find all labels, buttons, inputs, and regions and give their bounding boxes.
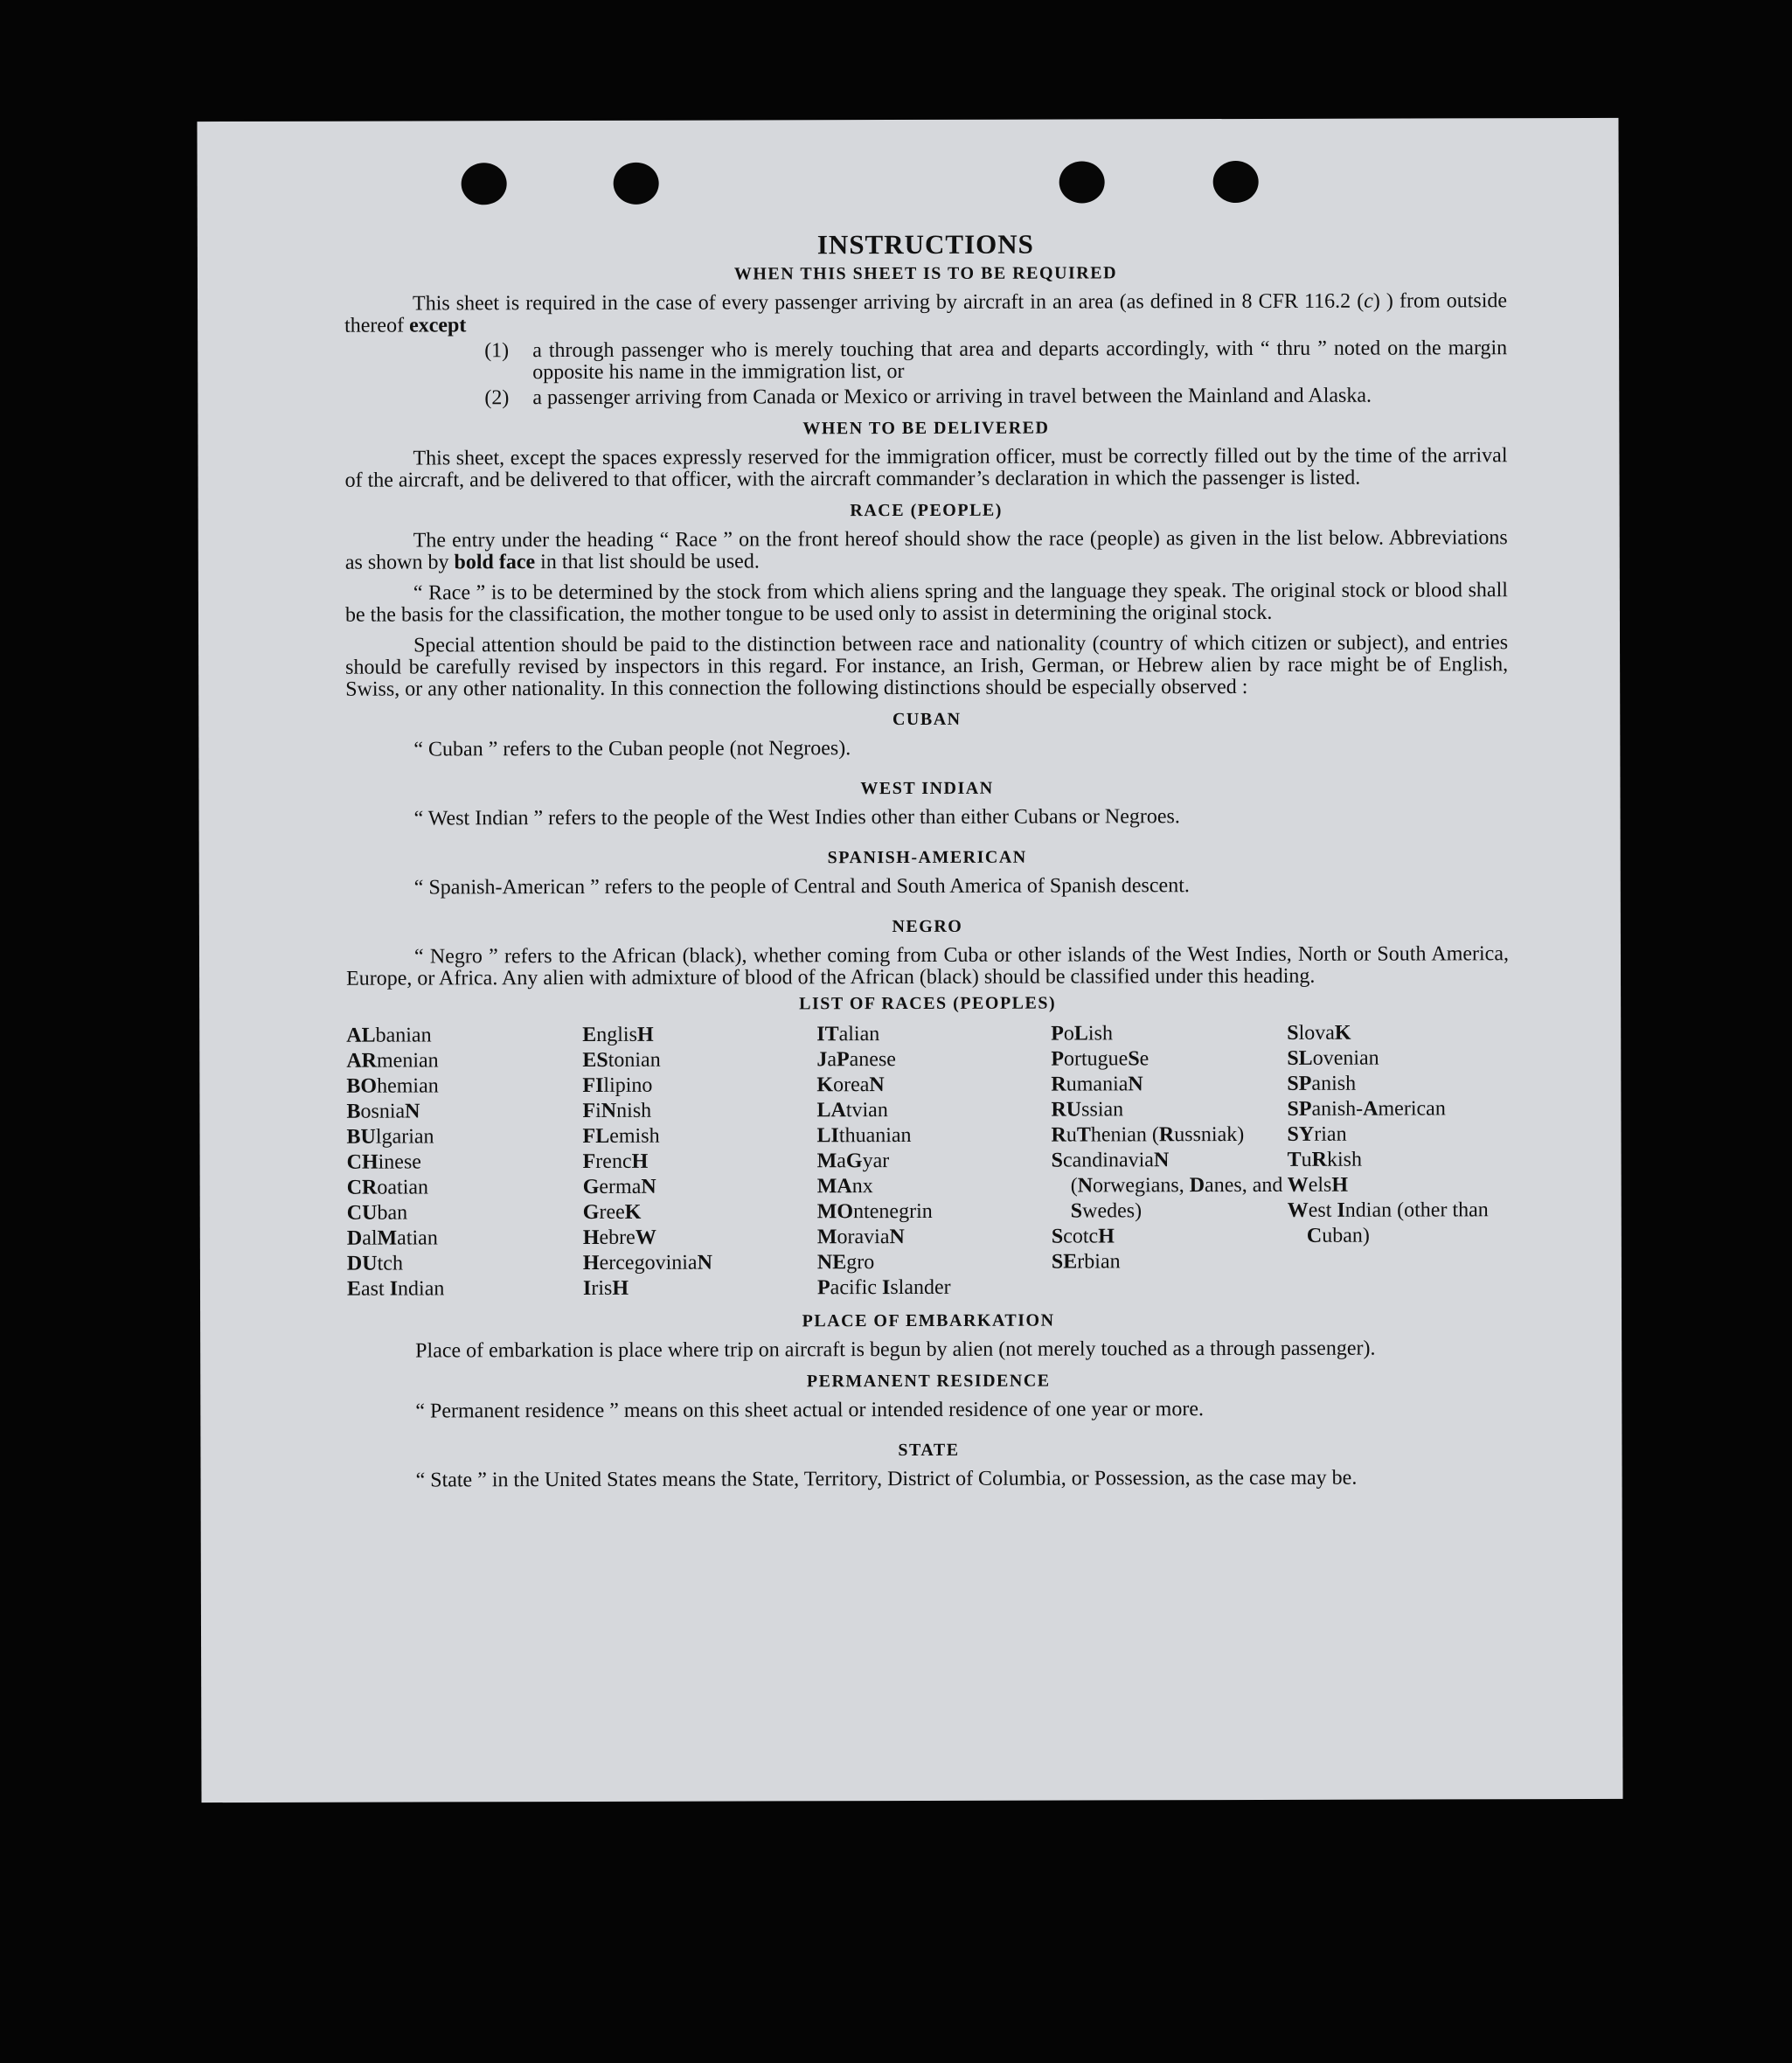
race-entry: East Indian <box>346 1277 445 1301</box>
race-entry: DalMatian <box>346 1226 438 1250</box>
race-entry: FiNnish <box>582 1099 652 1122</box>
page-title: INSTRUCTIONS <box>816 228 1034 260</box>
race-entry: CRoatian <box>346 1176 429 1199</box>
race-entry: SErbian <box>1051 1250 1121 1274</box>
paragraph-negro: “ Negro ” refers to the African (black), whether coming from Cuba or other islands of the West Indies, North or South America, Europe, or Africa. Any alien with admixture of blood of the African (black) should be classified under this heading. <box>346 942 1510 990</box>
item-number: (1) <box>484 339 510 363</box>
section-heading-when-required: WHEN THIS SHEET IS TO BE REQUIRED <box>733 263 1118 284</box>
paragraph-race-2: “ Race ” is to be determined by the stock from which aliens spring and the language they speak. The original stock or blood shall be the basis for the classification, the mother tongue to be used only to assist in determining the original stock. <box>344 579 1508 627</box>
race-entry: EStonian <box>582 1048 661 1072</box>
item-text: a passenger arriving from Canada or Mexico or arriving in travel between the Mainland and Alaska. <box>532 384 1372 410</box>
race-entry: LAtvian <box>816 1099 888 1122</box>
races-column <box>1287 1020 1510 1300</box>
race-entry: RUssian <box>1051 1098 1124 1122</box>
paragraph-race-3: Special attention should be paid to the distinction between race and nationality (country of which citizen or subject), and entries should be carefully revised by inspectors in this regard. For instance, an Irish, German, or Hebrew alien by race might be of English, Swiss, or any other nationality. In this connection the following distinctions should be especially observed : <box>345 631 1509 701</box>
race-entry: GreeK <box>582 1200 642 1224</box>
section-heading-when-delivered: WHEN TO BE DELIVERED <box>802 418 1050 439</box>
section-heading-spanish-american: SPANISH-AMERICAN <box>827 847 1027 868</box>
race-entry: IrisH <box>582 1276 629 1300</box>
race-entry: MaGyar <box>816 1150 890 1173</box>
races-column <box>816 1022 1052 1302</box>
races-column <box>346 1023 583 1302</box>
race-entry: ARmenian <box>346 1049 439 1073</box>
races-column <box>582 1022 817 1302</box>
race-entry: KoreaN <box>816 1073 885 1097</box>
paragraph-west-indian: “ West Indian ” refers to the people of the West Indies other than either Cubans or Negroes. <box>413 805 1180 830</box>
race-entry: ScandinaviaN (Norwegians, Danes, and Swedes) <box>1051 1149 1283 1223</box>
race-entry: BOhemian <box>346 1074 439 1098</box>
race-entry: BosniaN <box>346 1100 420 1123</box>
paragraph-when-required: This sheet is required in the case of every passenger arriving by aircraft in an area (as defined in 8 CFR 116.2 (c) ) from outside thereof except <box>344 289 1508 337</box>
race-entry: BUlgarian <box>346 1125 434 1149</box>
race-entry: RuThenian (Russniak) <box>1051 1123 1245 1147</box>
section-heading-residence: PERMANENT RESIDENCE <box>806 1371 1051 1392</box>
section-heading-negro: NEGRO <box>892 916 963 937</box>
race-entry: EnglisH <box>582 1023 654 1046</box>
paragraph-residence: “ Permanent residence ” means on this sheet actual or intended residence of one year or more. <box>415 1398 1205 1423</box>
punch-hole <box>1213 161 1259 203</box>
race-entry: MOntenegrin <box>816 1199 933 1224</box>
race-entry: SPanish <box>1287 1072 1357 1095</box>
instructions-content <box>344 227 1511 1491</box>
race-entry: SLovenian <box>1287 1046 1379 1070</box>
section-heading-race: RACE (PEOPLE) <box>850 500 1003 521</box>
race-entry: WelsH <box>1287 1173 1349 1197</box>
race-entry: MoraviaN <box>816 1226 905 1249</box>
race-entry: PortugueSe <box>1051 1047 1150 1071</box>
race-entry: JaPanese <box>816 1048 896 1072</box>
exception-item <box>484 385 1507 409</box>
section-heading-west-indian: WEST INDIAN <box>860 778 994 799</box>
race-entry: CUban <box>346 1201 408 1225</box>
paragraph-race-1: The entry under the heading “ Race ” on the front hereof should show the race (people) as given in the list below. Abbreviations as shown by bold face in that list should be used. <box>344 526 1508 574</box>
race-entry: FrencH <box>582 1150 649 1173</box>
race-entry: HercegoviniaN <box>582 1251 712 1275</box>
race-entry: PoLish <box>1051 1022 1113 1045</box>
paragraph-embarkation: Place of embarkation is place where trip on aircraft is begun by alien (not merely touched as a through passenger). <box>415 1337 1376 1363</box>
race-entry: FIlipino <box>582 1073 653 1097</box>
paragraph-when-delivered: This sheet, except the spaces expressly reserved for the immigration officer, must be correctly filled out by the time of the arrival of the aircraft, and be delivered to that officer, with the aircraft commander’s declaration in which the passenger is listed. <box>344 444 1508 492</box>
race-entry: SlovaK <box>1287 1021 1351 1045</box>
race-entry: West Indian (other than Cuban) <box>1287 1198 1489 1247</box>
race-entry: NEgro <box>816 1251 875 1275</box>
race-entry: TuRkish <box>1287 1148 1363 1171</box>
race-entry: HebreW <box>582 1226 656 1249</box>
race-entry: MAnx <box>816 1175 873 1198</box>
races-list <box>346 1020 1510 1302</box>
document-page <box>197 118 1622 1803</box>
punch-hole <box>614 163 659 205</box>
race-entry: ScotcH <box>1051 1225 1115 1248</box>
section-heading-embarkation: PLACE OF EMBARKATION <box>802 1310 1055 1331</box>
race-entry: SYrian <box>1287 1122 1347 1146</box>
race-entry: Pacific Islander <box>816 1275 951 1300</box>
paragraph-state: “ State ” in the United States means the State, Territory, District of Columbia, or Possession, as the case may be. <box>415 1466 1358 1492</box>
section-heading-list-of-races: LIST OF RACES (PEOPLES) <box>799 993 1057 1014</box>
race-entry: LIthuanian <box>816 1123 912 1148</box>
race-entry: GermaN <box>582 1175 656 1198</box>
race-entry: CHinese <box>346 1150 421 1174</box>
race-entry: RumaniaN <box>1051 1073 1143 1096</box>
paragraph-cuban: “ Cuban ” refers to the Cuban people (not Negroes). <box>413 737 851 761</box>
section-heading-state: STATE <box>898 1440 960 1461</box>
item-number: (2) <box>484 386 510 410</box>
race-entry: SPanish-American <box>1287 1097 1446 1121</box>
punch-hole <box>462 163 507 205</box>
exception-item <box>484 337 1507 384</box>
race-entry: FLemish <box>582 1124 660 1148</box>
punch-hole <box>1059 161 1105 203</box>
section-heading-cuban: CUBAN <box>892 709 962 730</box>
race-entry: ITalian <box>816 1023 880 1046</box>
races-column <box>1051 1021 1288 1301</box>
item-text: a through passenger who is merely touching that area and departs accordingly, with “ thru ” noted on the margin opposite his name in the immigration list, or <box>532 337 1508 385</box>
race-entry: DUtch <box>346 1252 403 1275</box>
race-entry: ALbanian <box>346 1024 432 1047</box>
paragraph-spanish-american: “ Spanish-American ” refers to the people of Central and South America of Spanish descent. <box>413 874 1190 900</box>
